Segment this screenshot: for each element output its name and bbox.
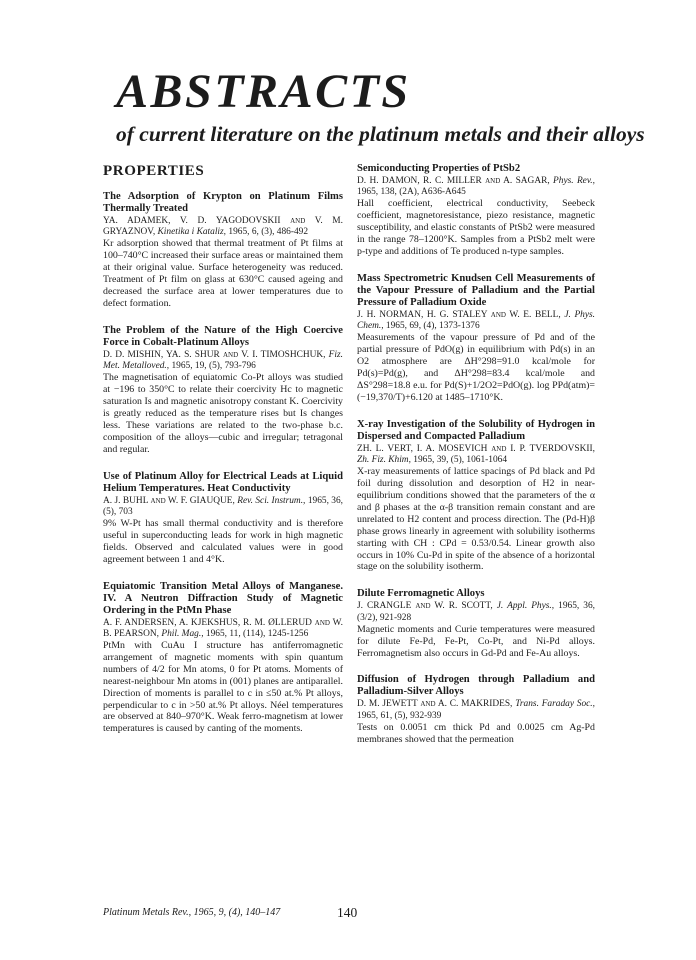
- abstract-text: Measurements of the vapour pressure of Pd and of the partial pressure of PdO(g) in equilibrium with Pd(s) in an O2 atmosphere are ΔH°298=91.0 kcal/mole for Pd(s)=Pd(g), and ΔH°298=83.4 kcal/mole and ΔS°298=18.8 e.u. for Pd(S)+1/2O2=PdO(g). log PPd(atm)=(−19,370/T)+6.120 at 1485–1710°K.: [357, 332, 595, 403]
- abstract-authors: D. M. JEWETT and A. C. MAKRIDES,: [357, 699, 513, 710]
- abstract-text: PtMn with CuAu I structure has antiferromagnetic arrangement of magnetic moments with spin quantum numbers of 4/2 for Mn atoms, 0 for Pt atoms. Moments of nearest-neighbour Mn atoms in (001) planes are antiparallel. Direction of moments is parallel to c in ≤50 at.% Pt alloys, perpendicular to c in >50 at.% Pt alloys. Néel temperatures are observed at 840–970°K. Weak ferro-magnetism at lower temperatures is caused by canting of the moments.: [103, 640, 343, 735]
- abstract-volume: 1965, 69, (4), 1373-1376: [385, 321, 480, 332]
- abstract-citation: [103, 216, 343, 238]
- abstract-title: Diffusion of Hydrogen through Palladium and Palladium-Silver Alloys: [357, 674, 595, 698]
- page-footer: [103, 907, 443, 918]
- abstract-authors: J. CRANGLE and W. R. SCOTT,: [357, 601, 493, 612]
- abstract-text: 9% W-Pt has small thermal conductivity and is therefore useful in superconducting leads for work in high magnetic fields. Observed and calculated values were in good agreement between 1 and 4°K.: [103, 518, 343, 565]
- abstract-journal: J. Phys. Chem.,: [357, 309, 596, 332]
- abstract-volume: 1965, 36, (3/2), 921-928: [357, 601, 596, 623]
- abstract-citation: [357, 444, 595, 466]
- abstract-volume: 1965, 11, (114), 1245-1256: [205, 628, 309, 639]
- abstract-journal: Zh. Fiz. Khim,: [357, 454, 411, 465]
- abstract-authors: A. J. BUHL and W. F. GIAUQUE,: [103, 495, 235, 506]
- abstract-item: [103, 471, 343, 566]
- abstract-journal: Rev. Sci. Instrum.,: [237, 495, 306, 506]
- abstract-volume: 1965, 19, (5), 793-796: [171, 361, 256, 372]
- abstract-item: [103, 581, 343, 736]
- abstract-authors: A. F. ANDERSEN, A. KJEKSHUS, R. M. ØLLERUD and W. B. PEARSON,: [103, 617, 343, 639]
- abstract-citation: [357, 176, 595, 198]
- abstract-authors: D. D. MISHIN, YA. S. SHUR and V. I. TIMOSHCHUK,: [103, 349, 326, 360]
- abstract-text: Hall coefficient, electrical conductivity, Seebeck coefficient, magnetoresistance, piezo resistance, magnetic susceptibility, and elastic constants of PtSb2 were measured in the range 78–1200°K. Samples from a PtSb2 melt were p-type and additions of Te produced n-type samples.: [357, 198, 595, 258]
- abstract-item: [357, 674, 595, 745]
- abstract-item: [357, 273, 595, 404]
- abstract-authors: ZH. L. VERT, I. A. MOSEVICH and I. P. TVERDOVSKII,: [357, 443, 595, 454]
- abstract-journal: Phil. Mag.,: [161, 628, 204, 639]
- abstract-journal: Trans. Faraday Soc.,: [515, 699, 595, 710]
- abstract-item: [357, 419, 595, 574]
- abstract-journal: J. Appl. Phys.,: [496, 601, 555, 612]
- abstract-volume: 1965, 138, (2A), A636-A645: [357, 187, 466, 198]
- abstract-citation: [103, 496, 343, 518]
- abstract-citation: [103, 350, 343, 372]
- abstract-citation: [357, 601, 595, 623]
- abstract-journal: Kinetika i Kataliz,: [157, 227, 227, 238]
- abstract-volume: 1965, 6, (3), 486-492: [228, 227, 309, 238]
- abstract-volume: 1965, 39, (5), 1061-1064: [413, 454, 508, 465]
- abstract-title: The Adsorption of Krypton on Platinum Films Thermally Treated: [103, 191, 343, 214]
- abstract-authors: D. H. DAMON, R. C. MILLER and A. SAGAR,: [357, 176, 550, 186]
- page-title: ABSTRACTS: [116, 65, 411, 118]
- page-subtitle: of current literature on the platinum metals and their alloys: [116, 122, 645, 146]
- abstract-title: The Problem of the Nature of the High Coercive Force in Cobalt-Platinum Alloys: [103, 324, 343, 348]
- abstract-journal: Fiz. Met. Metalloved.,: [103, 349, 343, 372]
- abstract-text: Magnetic moments and Curie temperatures were measured for dilute Fe-Pd, Fe-Pt, Co-Pt, and Ni-Pd alloys. Ferromagnetism also occurs in Gd-Pd and Fe-Au alloys.: [357, 623, 595, 659]
- abstract-text: X-ray measurements of lattice spacings of Pd black and Pd foil during dissolution and desorption of H2 in near-equilibrium conditions showed that the parameters of the α and β phases at the α-β transition remain constant and are unrelated to H2 content and process direction. The (Pd-H)β phase grows linearly in agreement with solubility isotherms starting with CH : CPd = 0.53/0.54. Linear growth also occurs in 10% Cu-Pd in spite of the absence of a horizontal stage on the solubility isotherm.: [357, 466, 595, 573]
- page-number: 140: [337, 905, 358, 920]
- abstract-text: Tests on 0.0051 cm thick Pd and 0.0025 cm Ag-Pd membranes showed that the permeation: [357, 721, 595, 745]
- abstract-text: Kr adsorption showed that thermal treatment of Pt films at 100–740°C increased their surface areas or maintained them at their original value. Surface heterogeneity was reduced. Treatment of Pt film on glass at 630°C caused ageing and decreased the surface area at lower temperatures due to defect formation.: [103, 238, 343, 309]
- abstract-title: X-ray Investigation of the Solubility of Hydrogen in Dispersed and Compacted Palladium: [357, 418, 595, 442]
- abstract-citation: [357, 699, 595, 721]
- abstract-volume: 1965, 61, (5), 932-939: [357, 710, 442, 721]
- abstract-volume: 1965, 36, (5), 703: [103, 495, 344, 517]
- abstract-title: Equiatomic Transition Metal Alloys of Manganese. IV. A Neutron Diffraction Study of Magnetic Ordering in the PtMn Phase: [103, 580, 343, 616]
- abstract-title: Mass Spectrometric Knudsen Cell Measurements of the Vapour Pressure of Palladium and the Partial Pressure of Palladium Oxide: [357, 272, 595, 308]
- abstract-item: [103, 325, 343, 456]
- abstract-item: [357, 588, 595, 659]
- abstract-authors: YA. ADAMEK, V. D. YAGODOVSKII and V. M. GRYAZNOV,: [103, 216, 343, 238]
- abstract-item: [103, 191, 343, 310]
- left-column: [103, 163, 343, 750]
- abstract-citation: [103, 618, 343, 640]
- abstract-authors: J. H. NORMAN, H. G. STALEY and W. E. BELL,: [357, 309, 561, 320]
- abstract-citation: [357, 310, 595, 332]
- abstract-journal: Phys. Rev.,: [553, 176, 595, 186]
- footer-citation: Platinum Metals Rev., 1965, 9, (4), 140–147: [103, 907, 281, 918]
- right-column: [357, 163, 595, 761]
- abstract-item: [357, 163, 595, 258]
- abstract-text: The magnetisation of equiatomic Co-Pt alloys was studied at −196 to 350°C to relate their coercivity Hc to magnetic saturation Is and magnetic anisotropy constant K. Coercivity is greatly reduced as the temperature rises but Is changes less. These variations are related to the two-phase b.c. composition of the alloys—cubic and irregular; tetragonal and regular.: [103, 372, 343, 455]
- section-heading: PROPERTIES: [103, 163, 205, 179]
- abstract-title: Dilute Ferromagnetic Alloys: [357, 588, 485, 600]
- abstract-title: Use of Platinum Alloy for Electrical Leads at Liquid Helium Temperatures. Heat Conductivity: [103, 470, 343, 494]
- abstract-title: Semiconducting Properties of PtSb2: [357, 163, 521, 174]
